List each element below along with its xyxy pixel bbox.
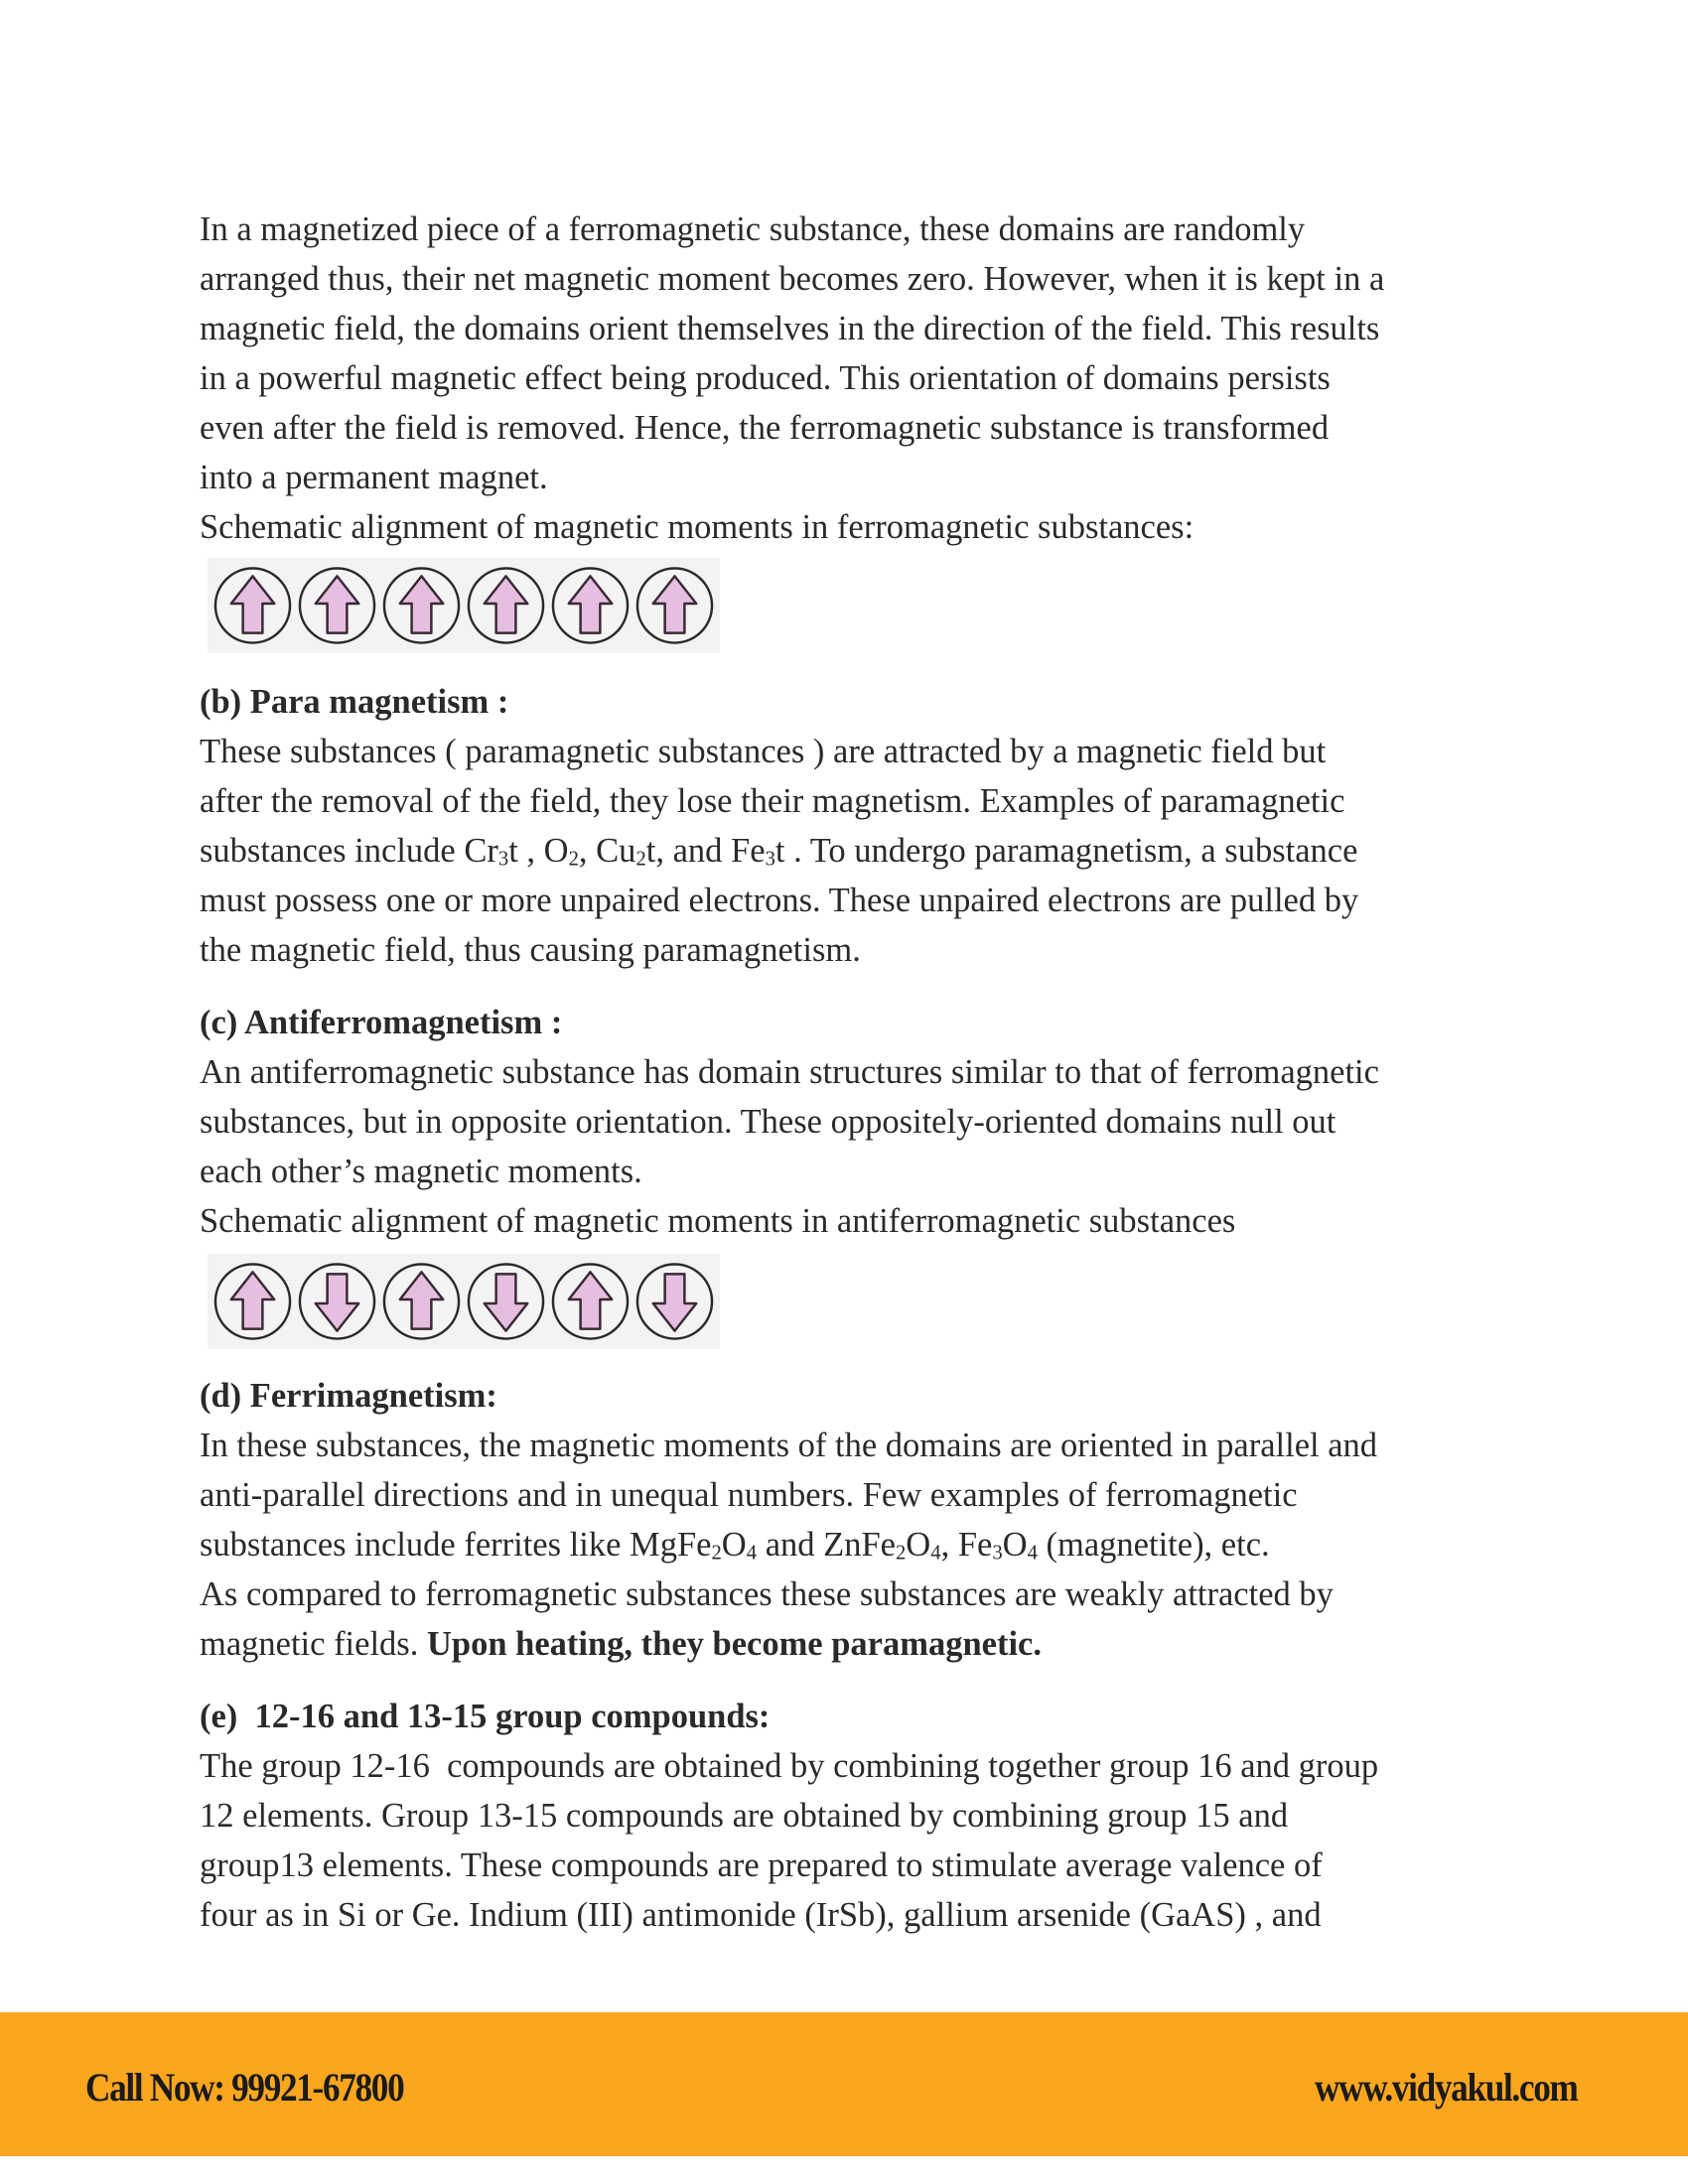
text-run: O [1002,1526,1028,1564]
text-line: must possess one or more unpaired electrons. These unpaired electrons are pulled by [200,882,1359,919]
text-line [200,1520,1510,1570]
text-line: anti-parallel directions and in unequal numbers. Few examples of ferromagnetic [200,1476,1298,1514]
arrow-up-icon [380,564,463,647]
arrow-down-icon [296,1260,378,1343]
text-line: In these substances, the magnetic moments of the domains are oriented in parallel and [200,1427,1378,1464]
text-line [200,826,1510,876]
text-line: group13 elements. These compounds are prepared to stimulate average valence of [200,1846,1323,1884]
text-line: in a powerful magnetic effect being produced. This orientation of domains persists [200,359,1331,397]
section-heading: (c) Antiferromagnetism : [200,1004,563,1041]
text-run: t, and Fe [645,832,766,870]
text-run: , Cu [578,832,636,870]
text-run: substances include ferrites like MgFe [200,1526,712,1564]
section-paramagnetism [200,677,1510,975]
arrow-down-icon [465,1260,547,1343]
text-run: and ZnFe [757,1526,896,1564]
text-line: four as in Si or Ge. Indium (III) antimonide (IrSb), gallium arsenide (GaAS) , and [200,1896,1322,1934]
arrow-down-icon [633,1260,716,1343]
subscript: 2 [895,1542,907,1565]
text-line: the magnetic field, thus causing paramagnetism. [200,931,861,969]
arrow-up-icon [549,564,632,647]
text-line: substances, but in opposite orientation. These oppositely-oriented domains null out [200,1103,1336,1141]
text-line: The group 12-16 compounds are obtained by combining together group 16 and group [200,1747,1379,1785]
text-line: In a magnetized piece of a ferromagnetic substance, these domains are randomly [200,210,1306,248]
text-run: O [906,1526,931,1564]
text-line: arranged thus, their net magnetic moment becomes zero. However, when it is kept in a [200,260,1385,298]
emphasized-text: Upon heating, they become paramagnetic. [426,1625,1042,1663]
intro-paragraph [200,205,1510,552]
spacer [200,1669,1510,1692]
antiferromagnetic-alignment-diagram [208,1254,720,1349]
text-run: substances include Cr [200,832,498,870]
text-line: Schematic alignment of magnetic moments in antiferromagnetic substances [200,1202,1236,1240]
section-ferrimagnetism [200,1371,1510,1669]
text-line: These substances ( paramagnetic substances ) are attracted by a magnetic field but [200,733,1327,770]
spacer [200,975,1510,998]
arrow-up-icon [549,1260,632,1343]
text-line: magnetic field, the domains orient themselves in the direction of the field. This results [200,310,1380,347]
text-line: An antiferromagnetic substance has domain structures similar to that of ferromagnetic [200,1053,1379,1091]
text-line: into a permanent magnet. [200,459,548,496]
subscript: 2 [568,848,579,871]
section-heading: (b) Para magnetism : [200,683,509,721]
text-line: after the removal of the field, they lose their magnetism. Examples of paramagnetic [200,782,1345,820]
text-run: t . To undergo paramagnetism, a substance [774,832,1358,870]
subscript: 3 [765,848,775,871]
subscript: 4 [1027,1542,1038,1565]
subscript: 3 [497,848,509,871]
section-antiferromagnetism [200,998,1510,1246]
arrow-up-icon [380,1260,463,1343]
arrow-up-icon [633,564,716,647]
subscript: 3 [992,1542,1003,1565]
text-line [200,1619,1510,1669]
subscript: 4 [930,1542,941,1565]
text-line: Schematic alignment of magnetic moments in ferromagnetic substances: [200,508,1195,546]
arrow-up-icon [465,564,547,647]
section-group-compounds [200,1692,1510,1940]
arrow-up-icon [296,564,378,647]
text-run: magnetic fields. [200,1625,427,1663]
arrow-up-icon [211,564,294,647]
arrow-up-icon [211,1260,294,1343]
text-run: t , O [508,832,569,870]
website-link[interactable]: www.vidyakul.com [1314,2065,1577,2110]
subscript: 2 [711,1542,722,1565]
subscript: 4 [746,1542,758,1565]
text-line: As compared to ferromagnetic substances these substances are weakly attracted by [200,1575,1334,1613]
page-content [200,205,1510,1940]
subscript: 2 [635,848,646,871]
text-run: O [721,1526,747,1564]
text-run: , Fe [940,1526,993,1564]
section-heading: (d) Ferrimagnetism: [200,1377,497,1415]
call-now-phone[interactable]: Call Now: 99921-67800 [85,2065,404,2110]
ferromagnetic-alignment-diagram [208,558,720,653]
text-line: each other’s magnetic moments. [200,1153,642,1190]
section-heading: (e) 12-16 and 13-15 group compounds: [200,1698,771,1735]
text-line: 12 elements. Group 13-15 compounds are obtained by combining group 15 and [200,1797,1289,1835]
text-line: even after the field is removed. Hence, the ferromagnetic substance is transformed [200,409,1330,447]
text-run: (magnetite), etc. [1037,1526,1270,1564]
footer-banner [0,2012,1688,2156]
